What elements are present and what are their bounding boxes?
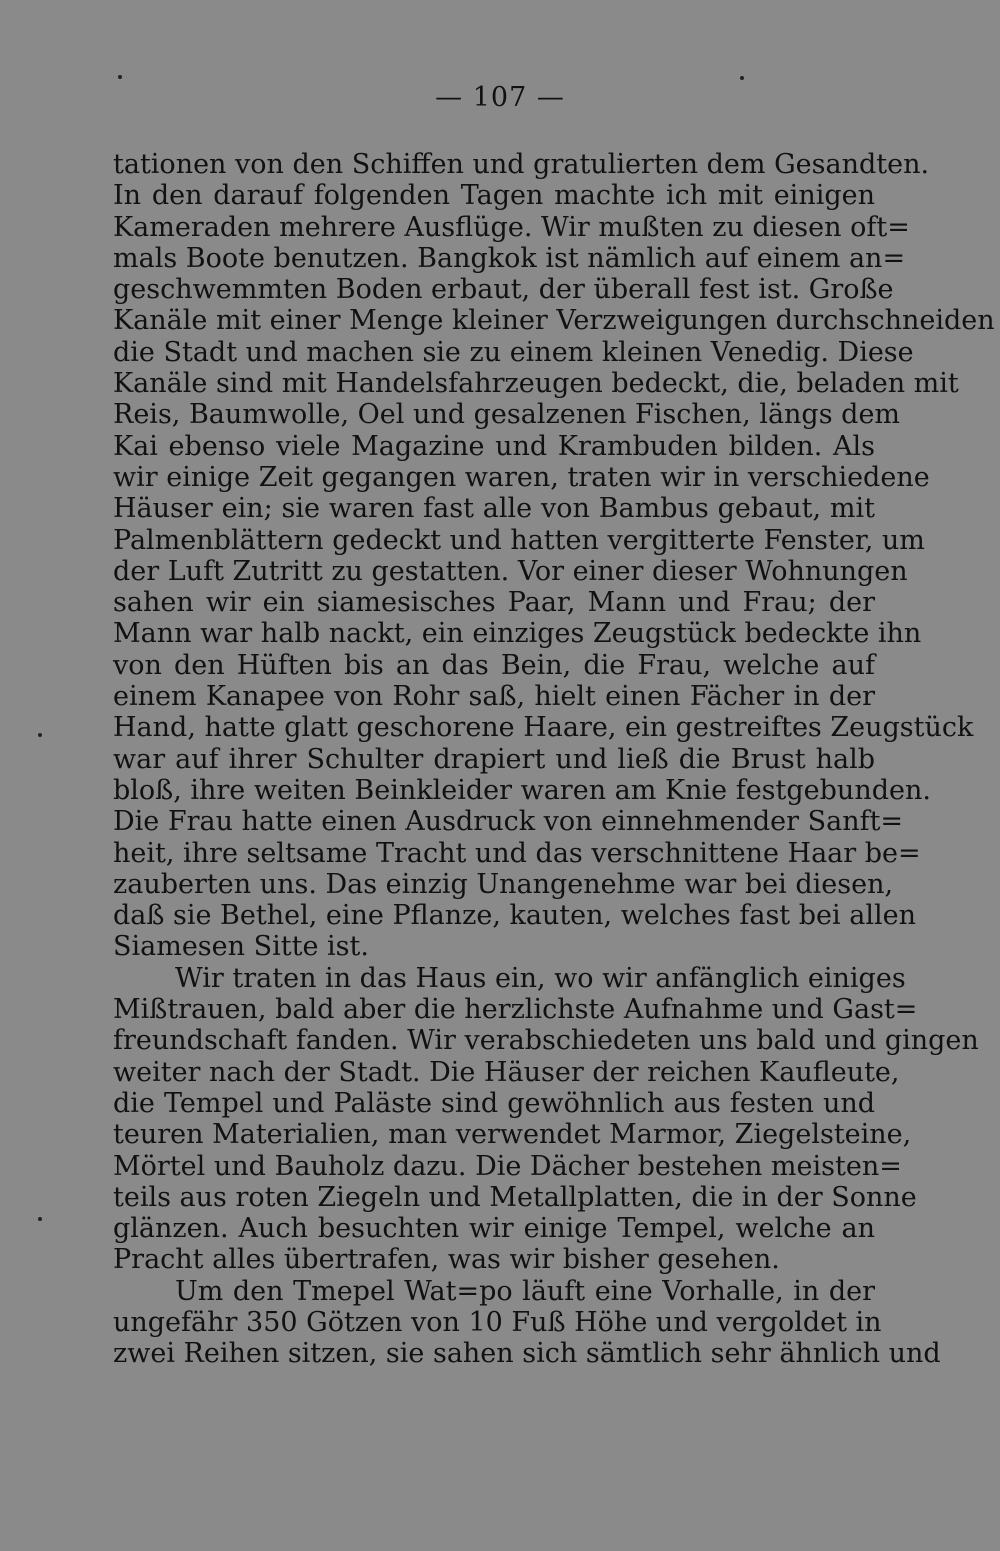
scan-speck <box>740 76 744 80</box>
text-line: der Luft Zutritt zu gestatten. Vor einer dieser Wohnungen <box>113 555 908 587</box>
text-line: In den darauf folgenden Tagen machte ich mit einigen <box>113 180 875 212</box>
text-line: freundschaft fanden. Wir verabschiedeten uns bald und gingen <box>113 1025 979 1057</box>
text-line: Pracht alles übertrafen, was wir bisher gesehen. <box>113 1244 780 1276</box>
text-line: Kai ebenso viele Magazine und Krambuden bilden. Als <box>113 430 875 462</box>
text-line: Mörtel und Bauholz dazu. Die Dächer bestehen meisten= <box>113 1150 902 1182</box>
scan-speck <box>118 75 122 79</box>
text-line: die Stadt und machen sie zu einem kleinen Venedig. Diese <box>113 336 914 368</box>
text-line: Häuser ein; sie waren fast alle von Bambus gebaut, mit <box>113 493 875 525</box>
text-line: war auf ihrer Schulter drapiert und ließ die Brust halb <box>113 743 875 775</box>
text-line: Kameraden mehrere Ausflüge. Wir mußten zu diesen oft= <box>113 211 910 243</box>
text-line: Kanäle sind mit Handelsfahrzeugen bedeckt, die, beladen mit <box>113 368 959 400</box>
text-line: glänzen. Auch besuchten wir einige Tempel, welche an <box>113 1213 875 1245</box>
text-line: Siamesen Sitte ist. <box>113 931 369 963</box>
text-line: teuren Materialien, man verwendet Marmor, Ziegelsteine, <box>113 1119 912 1151</box>
text-line: zauberten uns. Das einzig Unangenehme war bei diesen, <box>113 868 894 900</box>
text-line: Palmenblättern gedeckt und hatten vergitterte Fenster, um <box>113 524 925 556</box>
text-line: teils aus roten Ziegeln und Metallplatten, die in der Sonne <box>113 1181 917 1213</box>
text-line: Um den Tmepel Wat=po läuft eine Vorhalle, in der <box>175 1275 875 1307</box>
text-line: Mißtrauen, bald aber die herzlichste Aufnahme und Gast= <box>113 994 918 1026</box>
text-line: sahen wir ein siamesisches Paar, Mann und Frau; der <box>113 587 875 619</box>
text-line: zwei Reihen sitzen, sie sahen sich sämtlich sehr ähnlich und <box>113 1338 941 1370</box>
text-line: ungefähr 350 Götzen von 10 Fuß Höhe und vergoldet in <box>113 1306 882 1338</box>
text-line: Hand, hatte glatt geschorene Haare, ein gestreiftes Zeugstück <box>113 712 974 744</box>
text-line: bloß, ihre weiten Beinkleider waren am Knie festgebunden. <box>113 774 931 806</box>
text-line: heit, ihre seltsame Tracht und das verschnittene Haar be= <box>113 837 921 869</box>
text-line: mals Boote benutzen. Bangkok ist nämlich auf einem an= <box>113 242 906 274</box>
text-line: wir einige Zeit gegangen waren, traten wir in verschiedene <box>113 461 930 493</box>
text-line: Mann war halb nackt, ein einziges Zeugstück bedeckte ihn <box>113 618 922 650</box>
text-line: Kanäle mit einer Menge kleiner Verzweigungen durchschneiden <box>113 305 995 337</box>
text-line: Die Frau hatte einen Ausdruck von einnehmender Sanft= <box>113 806 904 838</box>
text-line: geschwemmten Boden erbaut, der überall fest ist. Große <box>113 274 894 306</box>
text-line: tationen von den Schiffen und gratulierten dem Gesandten. <box>113 149 930 180</box>
text-line: Reis, Baumwolle, Oel und gesalzenen Fischen, längs dem <box>113 399 901 431</box>
text-line: weiter nach der Stadt. Die Häuser der reichen Kaufleute, <box>113 1056 900 1088</box>
scan-speck <box>38 1217 42 1221</box>
scan-speck <box>38 733 42 737</box>
body-text <box>113 149 995 1370</box>
text-line: von den Hüften bis an das Bein, die Frau, welche auf <box>113 649 875 681</box>
page-number: — 107 — <box>435 82 565 113</box>
text-line: Wir traten in das Haus ein, wo wir anfänglich einiges <box>175 962 906 994</box>
text-line: daß sie Bethel, eine Pflanze, kauten, welches fast bei allen <box>113 900 916 932</box>
text-line: die Tempel und Paläste sind gewöhnlich aus festen und <box>113 1087 875 1119</box>
text-line: einem Kanapee von Rohr saß, hielt einen Fächer in der <box>113 681 875 713</box>
